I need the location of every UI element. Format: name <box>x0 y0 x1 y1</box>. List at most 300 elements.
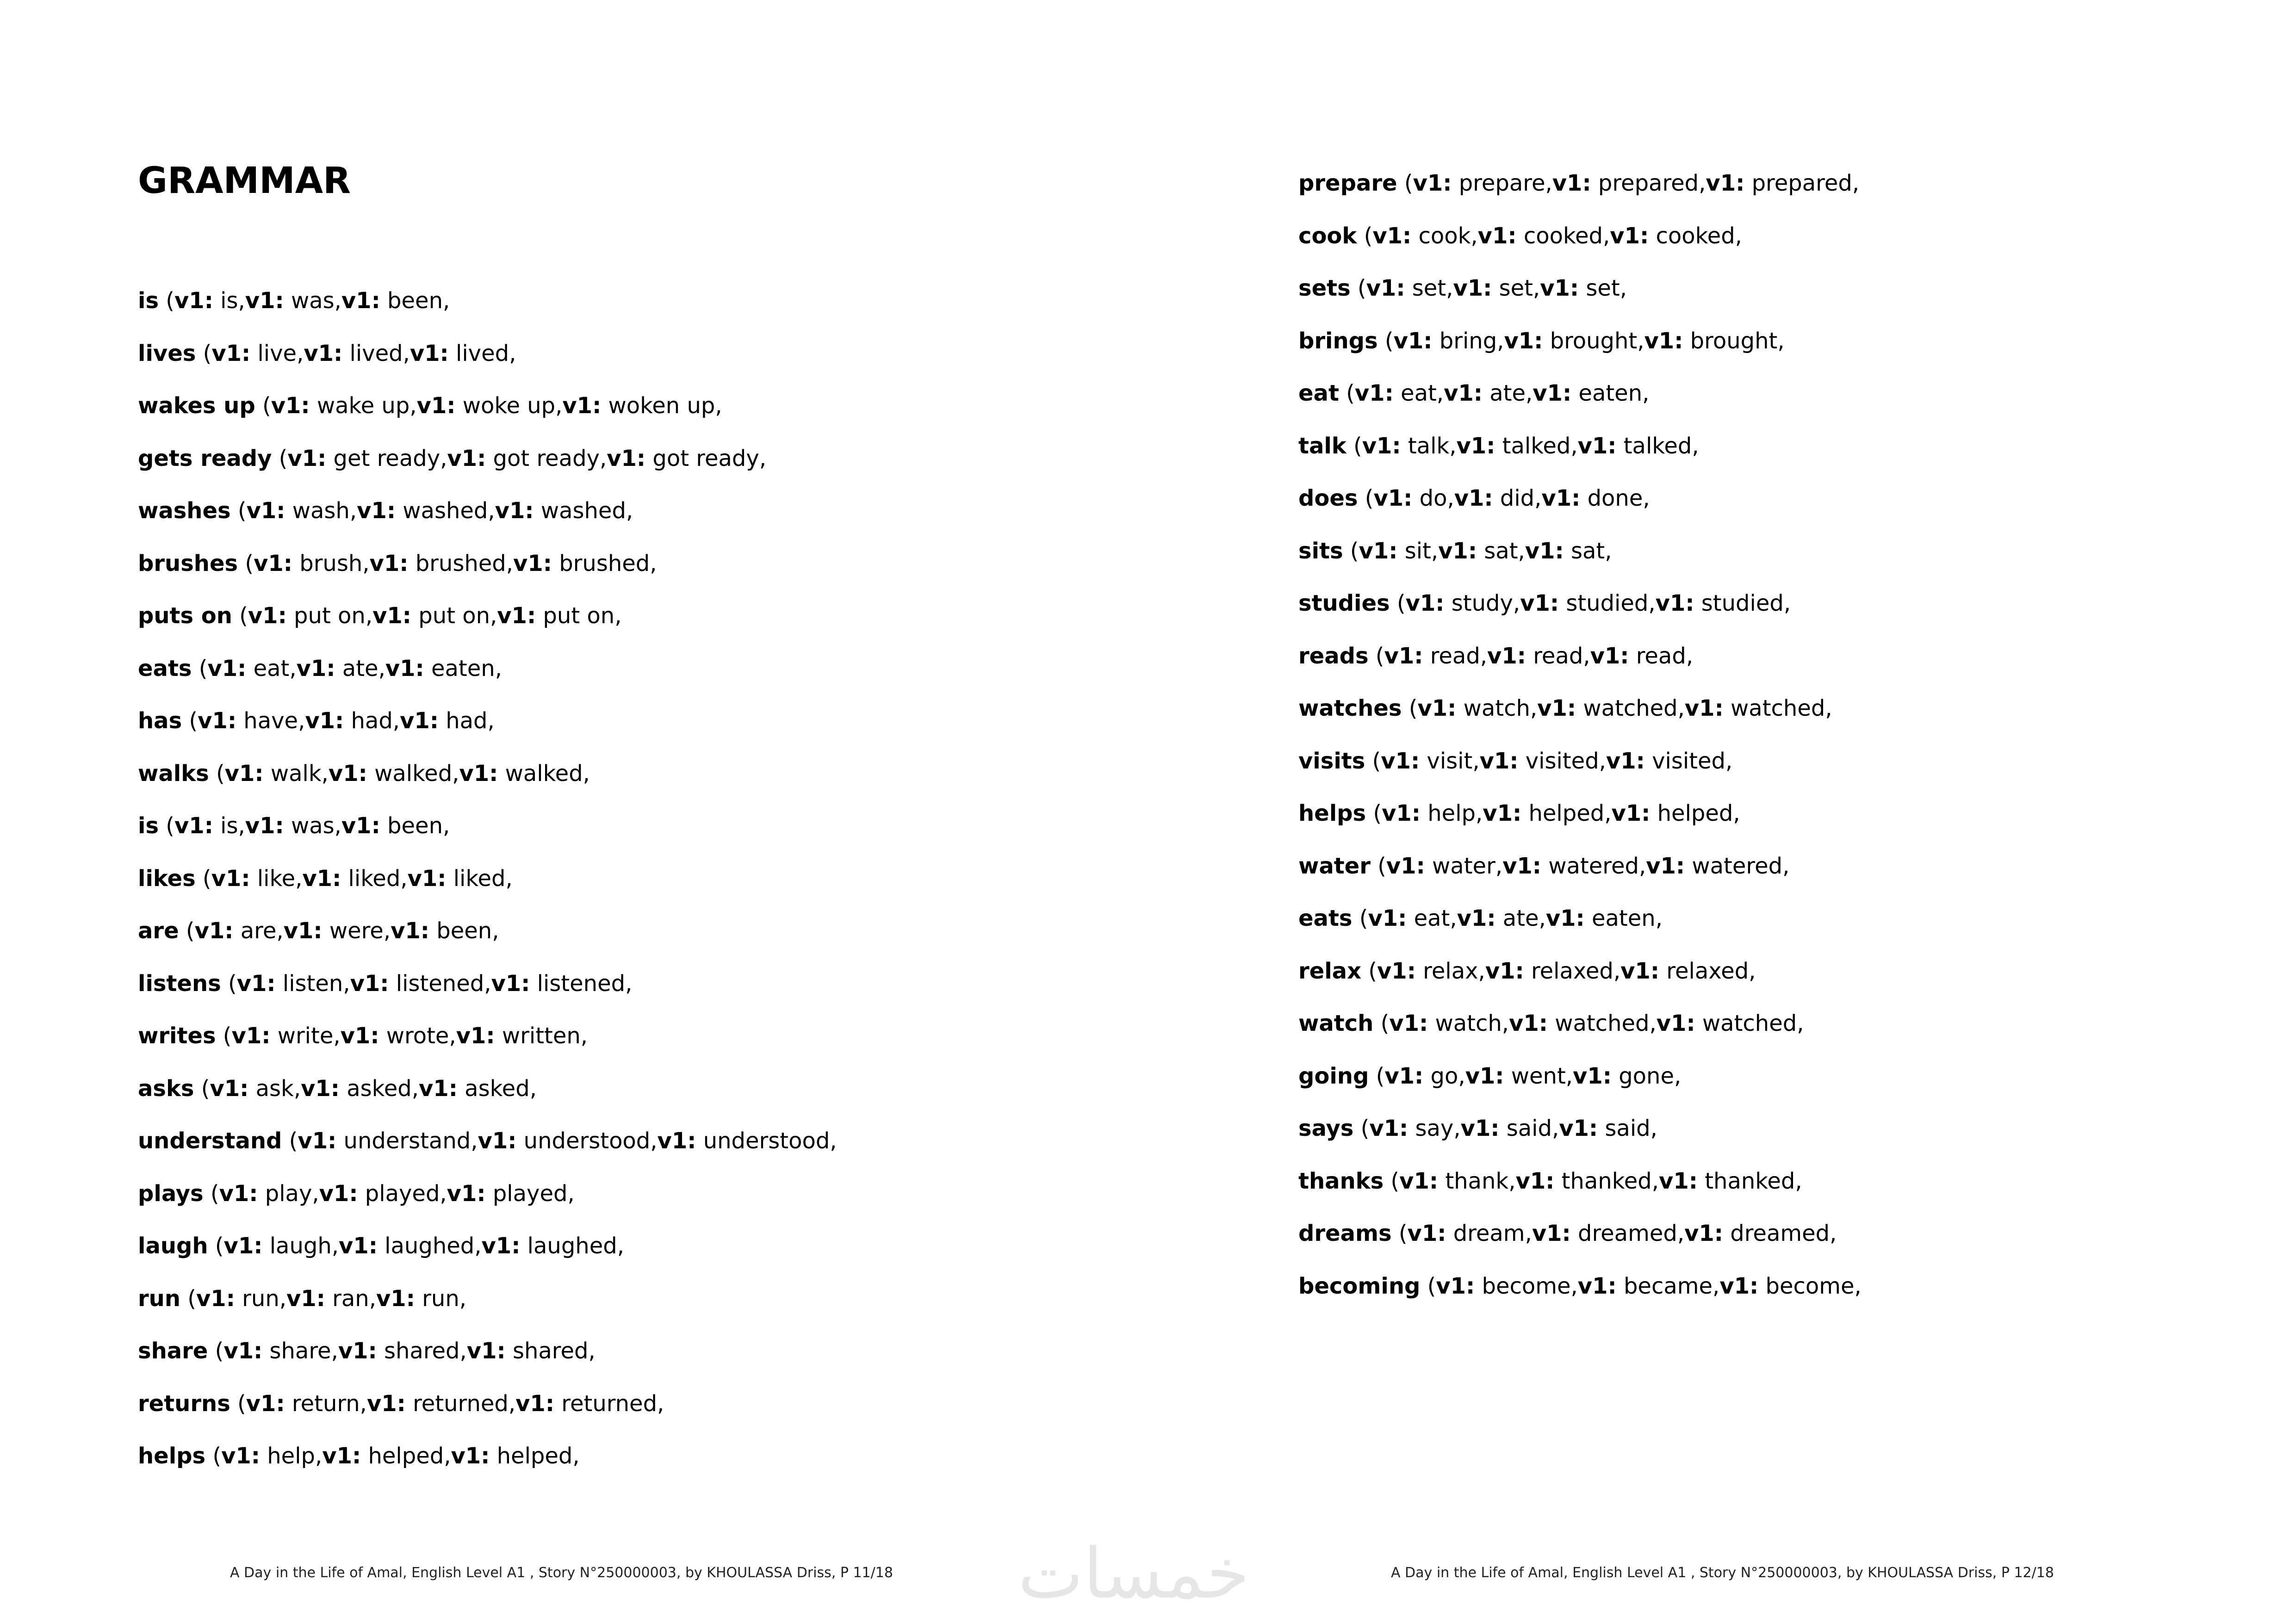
form-marker: v1: <box>328 760 367 787</box>
verb-word: studies <box>1298 590 1390 616</box>
grammar-entry: walks (v1: walk,v1: walked,v1: walked, <box>138 760 590 787</box>
verb-form: help <box>1427 800 1476 826</box>
verb-form: brush <box>299 550 363 576</box>
verb-form: ask <box>255 1075 294 1102</box>
verb-form: set <box>1586 275 1620 301</box>
form-marker: v1: <box>607 445 646 471</box>
verb-word: likes <box>138 865 196 892</box>
grammar-entry: helps (v1: help,v1: helped,v1: helped, <box>138 1443 580 1469</box>
verb-form: return <box>292 1390 360 1417</box>
form-marker: v1: <box>1436 1273 1475 1299</box>
verb-form: liked <box>348 865 401 892</box>
form-marker: v1: <box>1407 1220 1446 1246</box>
verb-form: woke up <box>462 393 556 419</box>
verb-form: read <box>1636 643 1686 669</box>
verb-form: watch <box>1435 1010 1502 1036</box>
form-marker: v1: <box>1438 538 1477 564</box>
form-marker: v1: <box>497 603 536 629</box>
page-footer-right: A Day in the Life of Amal, English Level A1 , Story N°250000003, by KHOULASSA Driss, P 12/18 <box>1391 1565 2054 1581</box>
verb-form: written <box>502 1023 581 1049</box>
grammar-entry: laugh (v1: laugh,v1: laughed,v1: laughed, <box>138 1233 624 1259</box>
verb-form: woken up <box>608 393 715 419</box>
form-marker: v1: <box>456 1023 495 1049</box>
form-marker: v1: <box>1479 748 1519 774</box>
verb-form: set <box>1499 275 1533 301</box>
verb-form: relax <box>1423 958 1478 984</box>
form-marker: v1: <box>478 1128 517 1154</box>
form-marker: v1: <box>1655 590 1694 616</box>
verb-form: gone <box>1619 1063 1674 1089</box>
verb-form: study <box>1451 590 1513 616</box>
grammar-entry: gets ready (v1: get ready,v1: got ready,v1: got ready, <box>138 445 767 471</box>
form-marker: v1: <box>305 708 344 734</box>
form-marker: v1: <box>1610 223 1649 249</box>
form-marker: v1: <box>1515 1168 1555 1194</box>
form-marker: v1: <box>1381 748 1420 774</box>
form-marker: v1: <box>1366 275 1405 301</box>
form-marker: v1: <box>372 603 411 629</box>
form-marker: v1: <box>296 655 335 681</box>
verb-form: dreamed <box>1730 1220 1830 1246</box>
grammar-entry: are (v1: are,v1: were,v1: been, <box>138 918 499 944</box>
verb-form: watched <box>1731 695 1825 721</box>
verb-form: said <box>1605 1115 1651 1141</box>
form-marker: v1: <box>1706 170 1745 196</box>
form-marker: v1: <box>1477 223 1517 249</box>
verb-form: prepared <box>1598 170 1699 196</box>
grammar-entry: has (v1: have,v1: had,v1: had, <box>138 708 495 734</box>
form-marker: v1: <box>391 918 429 944</box>
verb-word: eats <box>1298 905 1353 931</box>
verb-form: became <box>1623 1273 1713 1299</box>
verb-form: eat <box>253 655 290 681</box>
form-marker: v1: <box>194 918 234 944</box>
form-marker: v1: <box>211 865 250 892</box>
form-marker: v1: <box>447 445 486 471</box>
form-marker: v1: <box>350 970 389 997</box>
form-marker: v1: <box>1369 1115 1409 1141</box>
verb-form: brushed <box>415 550 506 576</box>
verb-word: puts on <box>138 603 232 629</box>
verb-form: got ready <box>652 445 759 471</box>
verb-form: wrote <box>386 1023 449 1049</box>
grammar-entry: water (v1: water,v1: watered,v1: watered, <box>1298 853 1790 879</box>
form-marker: v1: <box>1413 170 1452 196</box>
verb-form: was <box>291 288 335 314</box>
verb-form: dream <box>1453 1220 1525 1246</box>
verb-form: eat <box>1401 380 1437 406</box>
verb-form: walk <box>270 760 322 787</box>
verb-form: watched <box>1555 1010 1650 1036</box>
grammar-entry: listens (v1: listen,v1: listened,v1: listened, <box>138 970 633 997</box>
grammar-entry: brings (v1: bring,v1: brought,v1: brought, <box>1298 328 1785 354</box>
form-marker: v1: <box>223 1338 263 1364</box>
form-marker: v1: <box>236 970 276 997</box>
verb-form: helped <box>368 1443 444 1469</box>
verb-form: sit <box>1404 538 1431 564</box>
form-marker: v1: <box>1368 905 1407 931</box>
form-marker: v1: <box>1454 485 1493 511</box>
form-marker: v1: <box>286 1285 325 1312</box>
form-marker: v1: <box>459 760 498 787</box>
verb-word: cook <box>1298 223 1357 249</box>
form-marker: v1: <box>491 970 530 997</box>
page-footer-left: A Day in the Life of Amal, English Level A1 , Story N°250000003, by KHOULASSA Driss, P 11/18 <box>230 1565 893 1581</box>
form-marker: v1: <box>419 1075 458 1102</box>
verb-form: watched <box>1583 695 1678 721</box>
verb-form: done <box>1587 485 1643 511</box>
verb-form: ate <box>1502 905 1539 931</box>
form-marker: v1: <box>1552 170 1591 196</box>
verb-word: sets <box>1298 275 1351 301</box>
verb-word: wakes up <box>138 393 255 419</box>
verb-form: sat <box>1570 538 1605 564</box>
verb-form: get ready <box>333 445 441 471</box>
verb-form: relaxed <box>1666 958 1749 984</box>
form-marker: v1: <box>400 708 439 734</box>
form-marker: v1: <box>357 498 396 524</box>
form-marker: v1: <box>1573 1063 1612 1089</box>
verb-form: walked <box>505 760 583 787</box>
form-marker: v1: <box>1541 485 1581 511</box>
form-marker: v1: <box>271 393 310 419</box>
form-marker: v1: <box>1444 380 1483 406</box>
grammar-entry: does (v1: do,v1: did,v1: done, <box>1298 485 1650 511</box>
form-marker: v1: <box>338 1338 377 1364</box>
verb-word: asks <box>138 1075 194 1102</box>
verb-word: understand <box>138 1128 282 1154</box>
form-marker: v1: <box>451 1443 490 1469</box>
form-marker: v1: <box>1405 590 1445 616</box>
form-marker: v1: <box>301 1075 340 1102</box>
form-marker: v1: <box>174 813 213 839</box>
verb-form: wake up <box>316 393 410 419</box>
verb-form: returned <box>561 1390 658 1417</box>
form-marker: v1: <box>466 1338 506 1364</box>
verb-word: plays <box>138 1180 204 1207</box>
grammar-entry: is (v1: is,v1: was,v1: been, <box>138 813 450 839</box>
verb-word: thanks <box>1298 1168 1384 1194</box>
verb-word: share <box>138 1338 208 1364</box>
form-marker: v1: <box>376 1285 415 1312</box>
grammar-entry: cook (v1: cook,v1: cooked,v1: cooked, <box>1298 223 1742 249</box>
verb-form: brought <box>1690 328 1778 354</box>
form-marker: v1: <box>302 865 341 892</box>
verb-form: visited <box>1525 748 1599 774</box>
verb-form: write <box>277 1023 334 1049</box>
verb-word: returns <box>138 1390 230 1417</box>
form-marker: v1: <box>207 655 247 681</box>
verb-word: brushes <box>138 550 238 576</box>
form-marker: v1: <box>369 550 409 576</box>
verb-form: live <box>257 340 297 366</box>
grammar-entry: eat (v1: eat,v1: ate,v1: eaten, <box>1298 380 1650 406</box>
grammar-entry: understand (v1: understand,v1: understood,v1: understood, <box>138 1128 837 1154</box>
form-marker: v1: <box>1719 1273 1759 1299</box>
grammar-entry: is (v1: is,v1: was,v1: been, <box>138 288 450 314</box>
verb-word: dreams <box>1298 1220 1392 1246</box>
verb-form: run <box>422 1285 459 1312</box>
verb-form: thanked <box>1561 1168 1652 1194</box>
grammar-entry: studies (v1: study,v1: studied,v1: studied, <box>1298 590 1791 616</box>
form-marker: v1: <box>407 865 447 892</box>
form-marker: v1: <box>341 288 380 314</box>
form-marker: v1: <box>1656 1010 1695 1036</box>
grammar-entry: becoming (v1: become,v1: became,v1: become, <box>1298 1273 1862 1299</box>
verb-form: had <box>351 708 393 734</box>
verb-form: visit <box>1427 748 1473 774</box>
verb-form: asked <box>465 1075 530 1102</box>
verb-word: is <box>138 813 159 839</box>
verb-word: going <box>1298 1063 1369 1089</box>
form-marker: v1: <box>1354 380 1394 406</box>
form-marker: v1: <box>1577 1273 1617 1299</box>
verb-word: is <box>138 288 159 314</box>
form-marker: v1: <box>174 288 213 314</box>
verb-form: become <box>1482 1273 1571 1299</box>
form-marker: v1: <box>562 393 602 419</box>
form-marker: v1: <box>1485 958 1524 984</box>
verb-form: helped <box>1528 800 1605 826</box>
verb-form: laughed <box>385 1233 475 1259</box>
form-marker: v1: <box>1384 1063 1424 1089</box>
verb-form: wash <box>292 498 350 524</box>
verb-form: watered <box>1548 853 1639 879</box>
verb-form: said <box>1506 1115 1552 1141</box>
verb-form: visited <box>1652 748 1725 774</box>
verb-form: share <box>269 1338 331 1364</box>
form-marker: v1: <box>1509 1010 1548 1036</box>
verb-form: got ready <box>493 445 600 471</box>
verb-form: talked <box>1502 433 1571 459</box>
verb-form: watch <box>1463 695 1530 721</box>
grammar-entry: run (v1: run,v1: ran,v1: run, <box>138 1285 466 1312</box>
verb-form: is <box>220 288 238 314</box>
grammar-entry: watch (v1: watch,v1: watched,v1: watched, <box>1298 1010 1804 1036</box>
verb-form: studied <box>1566 590 1649 616</box>
verb-form: helped <box>1657 800 1733 826</box>
verb-word: gets ready <box>138 445 272 471</box>
verb-form: laughed <box>527 1233 617 1259</box>
verb-form: eaten <box>1591 905 1656 931</box>
verb-form: lived <box>349 340 403 366</box>
grammar-entry: writes (v1: write,v1: wrote,v1: written, <box>138 1023 588 1049</box>
grammar-entry: eats (v1: eat,v1: ate,v1: eaten, <box>1298 905 1663 931</box>
form-marker: v1: <box>1684 1220 1723 1246</box>
verb-form: watched <box>1702 1010 1797 1036</box>
verb-form: understand <box>343 1128 471 1154</box>
verb-form: were <box>329 918 384 944</box>
form-marker: v1: <box>513 550 552 576</box>
verb-form: watered <box>1692 853 1783 879</box>
verb-word: helps <box>1298 800 1366 826</box>
form-marker: v1: <box>1382 800 1421 826</box>
verb-form: listen <box>282 970 343 997</box>
verb-form: washed <box>540 498 626 524</box>
form-marker: v1: <box>1362 433 1401 459</box>
grammar-entry: prepare (v1: prepare,v1: prepared,v1: prepared, <box>1298 170 1860 196</box>
verb-form: ate <box>1489 380 1526 406</box>
verb-form: is <box>220 813 238 839</box>
form-marker: v1: <box>1504 328 1543 354</box>
grammar-entry: thanks (v1: thank,v1: thanked,v1: thanked, <box>1298 1168 1802 1194</box>
form-marker: v1: <box>224 760 264 787</box>
verb-form: listened <box>396 970 484 997</box>
form-marker: v1: <box>447 1180 486 1207</box>
verb-form: put on <box>294 603 366 629</box>
verb-form: understood <box>523 1128 651 1154</box>
verb-form: been <box>387 813 443 839</box>
verb-word: watch <box>1298 1010 1374 1036</box>
form-marker: v1: <box>340 1023 379 1049</box>
verb-form: studied <box>1701 590 1784 616</box>
form-marker: v1: <box>1389 1010 1428 1036</box>
verb-form: returned <box>413 1390 509 1417</box>
verb-form: had <box>446 708 488 734</box>
form-marker: v1: <box>231 1023 271 1049</box>
verb-form: brushed <box>559 550 650 576</box>
form-marker: v1: <box>1384 643 1423 669</box>
form-marker: v1: <box>1577 433 1617 459</box>
grammar-entry: says (v1: say,v1: said,v1: said, <box>1298 1115 1657 1141</box>
form-marker: v1: <box>319 1180 358 1207</box>
form-marker: v1: <box>198 708 237 734</box>
verb-word: lives <box>138 340 196 366</box>
grammar-entry: going (v1: go,v1: went,v1: gone, <box>1298 1063 1682 1089</box>
form-marker: v1: <box>366 1390 406 1417</box>
verb-form: eaten <box>1578 380 1643 406</box>
verb-form: washed <box>403 498 488 524</box>
form-marker: v1: <box>1533 380 1572 406</box>
verb-form: eaten <box>431 655 495 681</box>
verb-word: has <box>138 708 182 734</box>
grammar-list-left <box>138 285 837 1493</box>
form-marker: v1: <box>1646 853 1685 879</box>
form-marker: v1: <box>1620 958 1660 984</box>
verb-form: played <box>492 1180 568 1207</box>
verb-form: shared <box>512 1338 589 1364</box>
verb-form: say <box>1415 1115 1454 1141</box>
form-marker: v1: <box>1545 905 1585 931</box>
form-marker: v1: <box>287 445 327 471</box>
watermark-logo: خمسات <box>1018 1534 1250 1614</box>
grammar-entry: visits (v1: visit,v1: visited,v1: visited, <box>1298 748 1733 774</box>
verb-word: water <box>1298 853 1371 879</box>
verb-form: go <box>1430 1063 1458 1089</box>
form-marker: v1: <box>410 340 449 366</box>
verb-form: like <box>257 865 296 892</box>
verb-form: become <box>1765 1273 1855 1299</box>
verb-form: sat <box>1484 538 1518 564</box>
verb-form: put on <box>543 603 615 629</box>
form-marker: v1: <box>1373 485 1413 511</box>
verb-word: eat <box>1298 380 1339 406</box>
grammar-entry: wakes up (v1: wake up,v1: woke up,v1: woken up, <box>138 393 722 419</box>
form-marker: v1: <box>283 918 323 944</box>
verb-form: dreamed <box>1577 1220 1677 1246</box>
verb-word: does <box>1298 485 1358 511</box>
verb-form: prepare <box>1458 170 1545 196</box>
verb-form: walked <box>374 760 453 787</box>
form-marker: v1: <box>1502 853 1541 879</box>
verb-form: ate <box>342 655 379 681</box>
verb-word: are <box>138 918 179 944</box>
grammar-entry: talk (v1: talk,v1: talked,v1: talked, <box>1298 433 1699 459</box>
form-marker: v1: <box>1377 958 1416 984</box>
verb-form: relaxed <box>1531 958 1613 984</box>
verb-form: been <box>436 918 492 944</box>
verb-form: prepared <box>1751 170 1852 196</box>
verb-word: becoming <box>1298 1273 1421 1299</box>
verb-form: eat <box>1414 905 1450 931</box>
form-marker: v1: <box>254 550 292 576</box>
grammar-entry: lives (v1: live,v1: lived,v1: lived, <box>138 340 516 366</box>
verb-form: thank <box>1445 1168 1509 1194</box>
form-marker: v1: <box>1393 328 1433 354</box>
form-marker: v1: <box>1611 800 1651 826</box>
form-marker: v1: <box>1590 643 1629 669</box>
form-marker: v1: <box>1540 275 1579 301</box>
verb-word: eats <box>138 655 192 681</box>
verb-form: listened <box>537 970 626 997</box>
form-marker: v1: <box>495 498 534 524</box>
verb-form: cooked <box>1523 223 1603 249</box>
verb-word: prepare <box>1298 170 1397 196</box>
form-marker: v1: <box>298 1128 337 1154</box>
verb-word: laugh <box>138 1233 208 1259</box>
verb-form: read <box>1533 643 1583 669</box>
form-marker: v1: <box>1465 1063 1504 1089</box>
form-marker: v1: <box>211 340 251 366</box>
verb-form: laugh <box>269 1233 332 1259</box>
form-marker: v1: <box>1453 275 1492 301</box>
verb-form: cook <box>1418 223 1471 249</box>
form-marker: v1: <box>1606 748 1645 774</box>
verb-form: thanked <box>1705 1168 1795 1194</box>
form-marker: v1: <box>1460 1115 1500 1141</box>
form-marker: v1: <box>515 1390 555 1417</box>
grammar-entry: watches (v1: watch,v1: watched,v1: watched, <box>1298 695 1832 721</box>
form-marker: v1: <box>1487 643 1526 669</box>
form-marker: v1: <box>1372 223 1412 249</box>
grammar-entry: returns (v1: return,v1: returned,v1: returned, <box>138 1390 664 1417</box>
form-marker: v1: <box>246 498 285 524</box>
verb-form: was <box>291 813 335 839</box>
form-marker: v1: <box>1532 1220 1571 1246</box>
verb-form: put on <box>418 603 490 629</box>
grammar-entry: washes (v1: wash,v1: washed,v1: washed, <box>138 498 633 524</box>
verb-word: sits <box>1298 538 1343 564</box>
grammar-entry: relax (v1: relax,v1: relaxed,v1: relaxed, <box>1298 958 1756 984</box>
verb-form: brought <box>1550 328 1638 354</box>
form-marker: v1: <box>1559 1115 1598 1141</box>
form-marker: v1: <box>196 1285 235 1312</box>
form-marker: v1: <box>1659 1168 1698 1194</box>
verb-word: run <box>138 1285 181 1312</box>
verb-form: have <box>243 708 298 734</box>
verb-word: brings <box>1298 328 1378 354</box>
form-marker: v1: <box>657 1128 696 1154</box>
form-marker: v1: <box>416 393 456 419</box>
form-marker: v1: <box>1644 328 1683 354</box>
form-marker: v1: <box>1399 1168 1439 1194</box>
verb-form: play <box>265 1180 312 1207</box>
form-marker: v1: <box>322 1443 361 1469</box>
form-marker: v1: <box>481 1233 521 1259</box>
verb-word: watches <box>1298 695 1402 721</box>
form-marker: v1: <box>1456 433 1496 459</box>
verb-word: relax <box>1298 958 1362 984</box>
